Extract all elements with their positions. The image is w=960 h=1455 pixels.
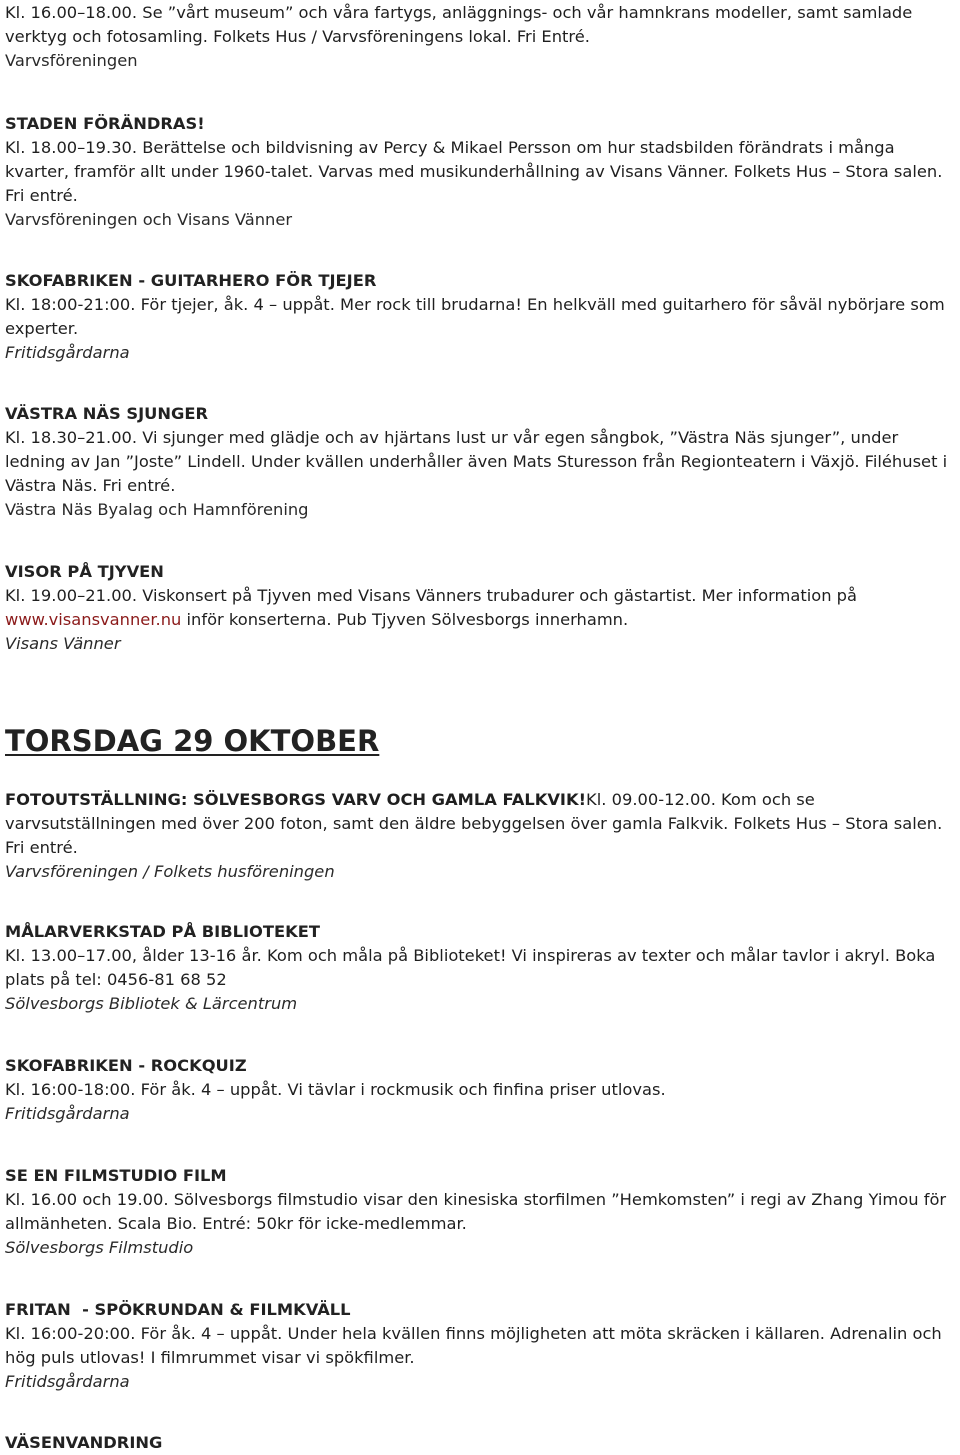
event-description: Kl. 16:00-18:00. För åk. 4 – uppåt. Vi tävlar i rockmusik och finfina priser utlovas. [5,1080,666,1099]
event-filmstudio [5,1164,957,1260]
event-organizer: Fritidsgårdarna [5,1372,130,1391]
event-organizer: Fritidsgårdarna [5,343,130,362]
event-title: FOTOUTSTÄLLNING: SÖLVESBORGS VARV OCH GAMLA FALKVIK! [5,790,587,809]
event-title: SE EN FILMSTUDIO FILM [5,1166,227,1185]
event-description: Kl. 18.30–21.00. Vi sjunger med glädje och av hjärtans lust ur vår egen sångbok, ”Västra Näs sjunger”, under ledning av Jan ”Joste” Lindell. Under kvällen underhåller även Mats Sturesson från Regionteatern i Växjö. Filéhuset i Västra Näs. Fri entré. [5,428,948,495]
event-description [5,788,957,860]
event-title: VÄSTRA NÄS SJUNGER [5,404,209,423]
event-rockquiz [5,1054,957,1126]
event-title: SKOFABRIKEN - ROCKQUIZ [5,1056,247,1075]
event-description-post: inför konserterna. Pub Tjyven Sölvesborgs innerhamn. [181,610,629,629]
event-description: Kl. 18:00-21:00. För tjejer, åk. 4 – uppåt. Mer rock till brudarna! En helkväll med guitarhero för såväl nybörjare som experter. [5,295,945,338]
event-title: FRITAN - SPÖKRUNDAN & FILMKVÄLL [5,1300,351,1319]
event-description [5,584,957,632]
event-description: Kl. 16.00 och 19.00. Sölvesborgs filmstudio visar den kinesiska storfilmen ”Hemkomsten” i regi av Zhang Yimou för allmänheten. Scala Bio. Entré: 50kr för icke-medlemmar. [5,1190,947,1233]
event-visor-pa-tjyven [5,560,957,656]
event-spokrundan [5,1298,957,1394]
visansvanner-link[interactable]: www.visansvanner.nu [5,610,182,629]
event-title: MÅLARVERKSTAD PÅ BIBLIOTEKET [5,922,320,941]
day-section [5,724,957,758]
event-organizer: Varvsföreningen / Folkets husföreningen [5,862,335,881]
event-description: Kl. 18.00–19.30. Berättelse och bildvisning av Percy & Mikael Persson om hur stadsbilden förändrats i många kvarter, framför allt under 1960-talet. Varvas med musikunderhållning av Visans Vänner. Folkets Hus – Stora salen. Fri entré. [5,138,943,205]
event-title: STADEN FÖRÄNDRAS! [5,114,205,133]
event-organizer: Västra Näs Byalag och Hamnförening [5,500,309,519]
event-vastra-nas-sjunger [5,402,957,522]
event-description: Kl. 16:00-20:00. För åk. 4 – uppåt. Under hela kvällen finns möjligheten att möta skräcken i källaren. Adrenalin och hög puls utlovas! I filmrummet visar vi spökfilmer. [5,1324,942,1367]
event-organizer: Sölvesborgs Filmstudio [5,1238,194,1257]
event-organizer: Sölvesborgs Bibliotek & Lärcentrum [5,994,298,1013]
event-guitarhero [5,269,957,365]
event-organizer: Varvsföreningen [5,51,138,70]
event-organizer: Varvsföreningen och Visans Vänner [5,210,293,229]
event-description-pre: Kl. 19.00–21.00. Viskonsert på Tjyven med Visans Vänners trubadurer och gästartist. Mer information på [5,586,857,605]
event-title: VÄSENVANDRING [5,1433,163,1452]
event-description: Kl. 16.00–18.00. Se ”vårt museum” och våra fartygs, anläggnings- och vår hamnkrans modeller, samt samlade verktyg och fotosamling. Folkets Hus / Varvsföreningens lokal. Fri Entré. [5,3,913,46]
event-description: Kl. 13.00–17.00, ålder 13-16 år. Kom och måla på Biblioteket! Vi inspireras av texter och målar tavlor i akryl. Boka plats på tel: 0456-81 68 52 [5,946,936,989]
day-heading: TORSDAG 29 OKTOBER [5,724,380,758]
event-organizer: Visans Vänner [5,634,121,653]
event-title: VISOR PÅ TJYVEN [5,562,164,581]
event-malarverkstad [5,920,957,1016]
event-title: SKOFABRIKEN - GUITARHERO FÖR TJEJER [5,271,377,290]
event-fotoutstallning [5,788,957,884]
event-staden-forandras [5,112,957,232]
event-museum-exhibit [5,1,957,73]
event-vasenvandring [5,1431,957,1455]
event-organizer: Fritidsgårdarna [5,1104,130,1123]
event-description-text: Kl. 09.00-12.00. Kom och se varvsutställningen med över 200 foton, samt den äldre bebyggelsen över gamla Falkvik. Folkets Hus – Stora salen. Fri entré. [5,790,943,857]
